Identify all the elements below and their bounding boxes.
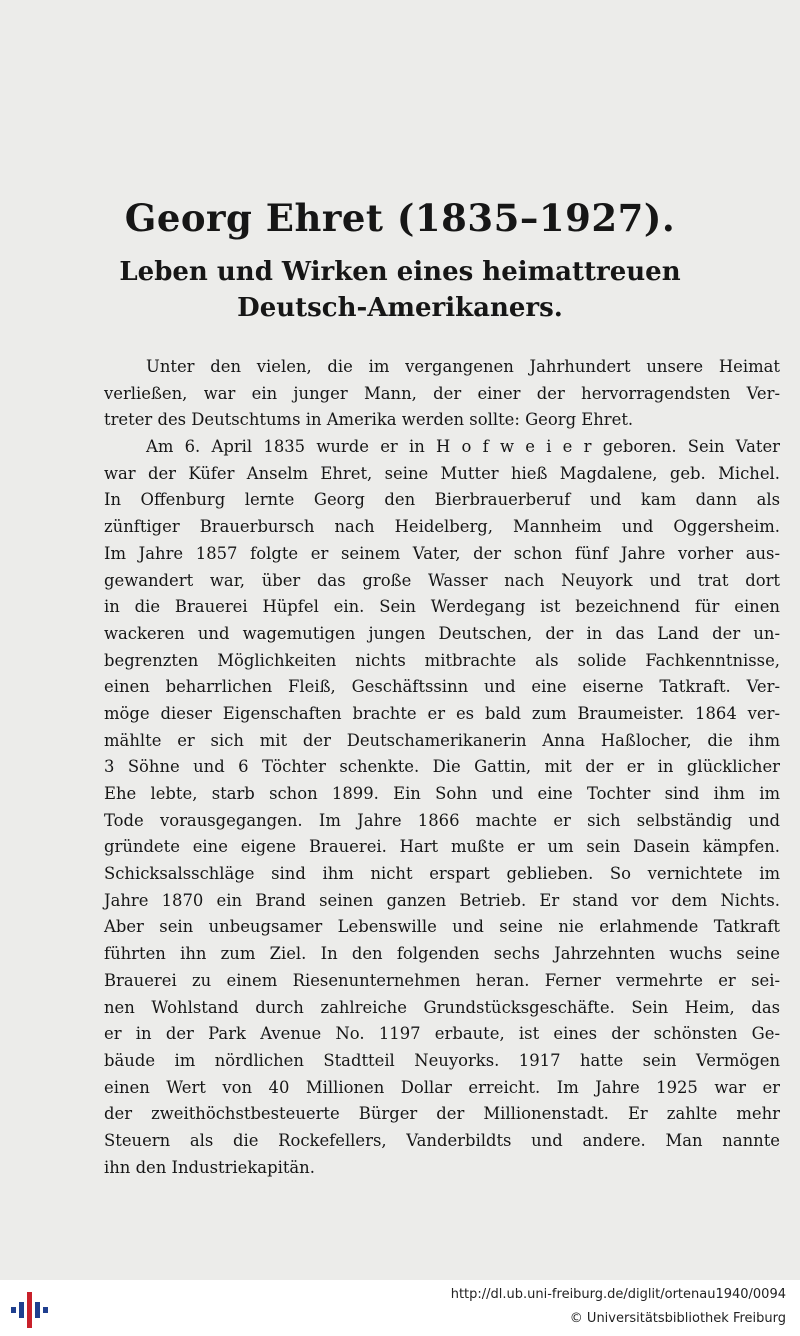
text-line: zünftiger Brauerbursch nach Heidelberg, Mannheim und Oggersheim. <box>104 517 780 537</box>
text-line: Ehe lebte, starb schon 1899. Ein Sohn und eine Tochter sind ihm im <box>104 784 780 803</box>
text-line: war der Küfer Anselm Ehret, seine Mutter hieß Magdalene, geb. Michel. <box>104 463 780 483</box>
text-line: begrenzten Möglichkeiten nichts mitbrachte als solide Fachkenntnisse, <box>104 650 780 670</box>
footer-bar <box>0 1280 800 1336</box>
text-line: Tode vorausgegangen. Im Jahre 1866 machte er sich selbständig und <box>104 810 780 830</box>
text-line: führten ihn zum Ziel. In den folgenden sechs Jahrzehnten wuchs seine <box>104 944 780 964</box>
dl-logo-icon-graphic <box>10 1288 50 1330</box>
text-line: einen Wert von 40 Millionen Dollar erreicht. Im Jahre 1925 war er <box>104 1077 780 1097</box>
body-text <box>104 354 780 1181</box>
text-line: mählte er sich mit der Deutschamerikanerin Anna Haßlocher, die ihm <box>104 730 780 750</box>
text-line: Aber sein unbeugsamer Lebenswille und seine nie erlahmende Tatkraft <box>104 917 780 937</box>
text-line: bäude im nördlichen Stadtteil Neuyorks. 1917 hatte sein Vermögen <box>104 1050 780 1070</box>
text-line: Im Jahre 1857 folgte er seinem Vater, der schon fünf Jahre vorher aus- <box>104 543 780 563</box>
text-line: in die Brauerei Hüpfel ein. Sein Werdegang ist bezeichnend für einen <box>104 597 780 617</box>
text-line: Am 6. April 1835 wurde er in H o f w e i e r geboren. Sein Vater <box>146 437 780 457</box>
text-line: verließen, war ein junger Mann, der einer der hervorragendsten Ver- <box>104 383 780 403</box>
source-url-link[interactable]: http://dl.ub.uni-freiburg.de/diglit/ortenau1940/0094 <box>450 1287 786 1302</box>
text-line: 3 Söhne und 6 Töchter schenkte. Die Gattin, mit der er in glücklicher <box>104 757 780 777</box>
text-line: möge dieser Eigenschaften brachte er es bald zum Braumeister. 1864 ver- <box>104 703 780 723</box>
copyright-notice: © Universitätsbibliothek Freiburg <box>569 1311 786 1326</box>
text-line: Unter den vielen, die im vergangenen Jahrhundert unsere Heimat <box>146 357 780 376</box>
text-line: Steuern als die Rockefellers, Vanderbildts und andere. Man nannte <box>104 1130 780 1150</box>
text-line: der zweithöchstbesteuerte Bürger der Millionenstadt. Er zahlte mehr <box>104 1104 780 1124</box>
text-line: gewandert war, über das große Wasser nach Neuyork und trat dort <box>104 570 780 590</box>
text-line: In Offenburg lernte Georg den Bierbrauerberuf und kam dann als <box>104 490 780 510</box>
subtitle-line-2: Deutsch-Amerikaners. <box>237 293 563 323</box>
text-line: gründete eine eigene Brauerei. Hart mußte er um sein Dasein kämpfen. <box>104 837 780 857</box>
text-line: einen beharrlichen Fleiß, Geschäftssinn und eine eiserne Tatkraft. Ver- <box>104 677 780 697</box>
page-title: Georg Ehret (1835–1927). <box>124 196 676 240</box>
text-line: Schicksalsschläge sind ihm nicht erspart geblieben. So vernichtete im <box>104 864 780 884</box>
text-line: er in der Park Avenue No. 1197 erbaute, ist eines der schönsten Ge- <box>104 1024 780 1044</box>
text-line: ihn den Industriekapitän. <box>104 1157 315 1177</box>
text-line: nen Wohlstand durch zahlreiche Grundstücksgeschäfte. Sein Heim, das <box>104 997 780 1017</box>
text-line: Jahre 1870 ein Brand seinen ganzen Betrieb. Er stand vor dem Nichts. <box>104 890 780 910</box>
text-line: wackeren und wagemutigen jungen Deutschen, der in das Land der un- <box>104 623 780 643</box>
text-line: treter des Deutschtums in Amerika werden sollte: Georg Ehret. <box>104 410 634 430</box>
text-line: Brauerei zu einem Riesenunternehmen heran. Ferner vermehrte er sei- <box>104 970 780 990</box>
subtitle-line-1: Leben und Wirken eines heimattreuen <box>119 257 681 287</box>
dl-logo-icon[interactable] <box>10 1288 50 1330</box>
